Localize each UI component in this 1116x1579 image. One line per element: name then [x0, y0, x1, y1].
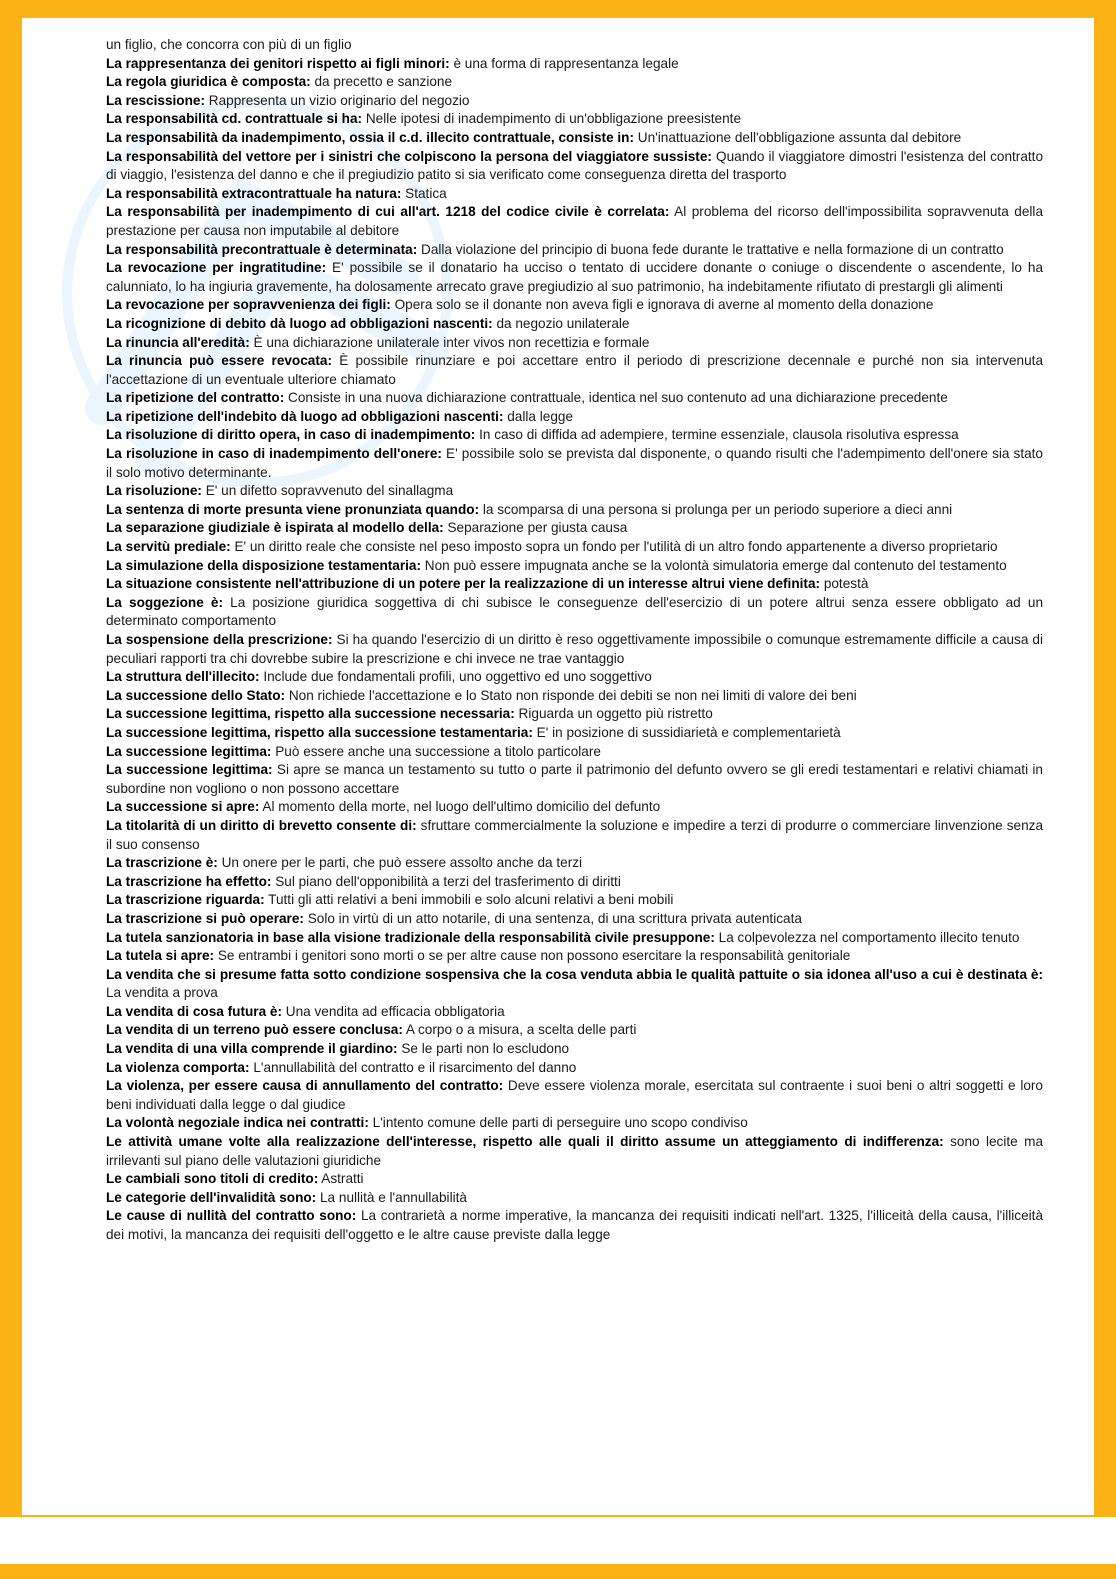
list-item: [106, 148, 1043, 185]
entry-answer: La nullità e l'annullabilità: [320, 1189, 467, 1205]
entry-answer: Si ha quando l'esercizio di un diritto è reso oggettivamente impossibile o comunque estremamente difficile a causa di peculiari rapporti tra chi dovrebbe subire la prescrizione e chi invece ne trae vantaggio: [106, 632, 1043, 666]
document-body: [106, 36, 1043, 1245]
entry-answer: L'annullabilità del contratto e il risarcimento del danno: [253, 1059, 577, 1075]
list-item: [106, 668, 1043, 687]
list-item: [106, 519, 1043, 538]
list-item: [106, 1170, 1043, 1189]
entry-question: La simulazione della disposizione testamentaria:: [106, 557, 422, 573]
entry-answer: La vendita a prova: [106, 985, 218, 1001]
list-item: [106, 817, 1043, 854]
entry-question: La revocazione per ingratitudine:: [106, 260, 327, 276]
entry-question: La situazione consistente nell'attribuzione di un potere per la realizzazione di un interesse altrui viene definita:: [106, 576, 821, 592]
list-item: [106, 55, 1043, 74]
entry-answer: Include due fondamentali profili, uno oggettivo ed uno soggettivo: [263, 669, 652, 685]
list-item: [106, 389, 1043, 408]
list-item: [106, 966, 1043, 1003]
entry-answer: A corpo o a misura, a scelta delle parti: [405, 1022, 637, 1038]
list-item: [106, 1133, 1043, 1170]
entry-answer: Se entrambi i genitori sono morti o se per altre cause non possono esercitare la responsabilità genitoriale: [217, 948, 851, 964]
list-item: [106, 575, 1043, 594]
entry-question: Le cause di nullità del contratto sono:: [106, 1208, 357, 1224]
entry-question: La trascrizione si può operare:: [106, 910, 304, 926]
entry-question: La successione legittima, rispetto alla successione testamentaria:: [106, 724, 533, 740]
entry-answer: Nelle ipotesi di inadempimento di un'obbligazione preesistente: [365, 111, 742, 127]
entry-answer: Consiste in una nuova dichiarazione contrattuale, identica nel suo contenuto ad una dichiarazione precedente: [288, 390, 948, 406]
list-item: [106, 482, 1043, 501]
list-item: [106, 334, 1043, 353]
entry-answer: E' un difetto sopravvenuto del sinallagma: [205, 483, 454, 499]
entry-question: La responsabilità extracontrattuale ha natura:: [106, 185, 402, 201]
entry-question: La risoluzione in caso di inadempimento dell'onere:: [106, 446, 442, 462]
entry-answer: L'intento comune delle parti di perseguire uno scopo condiviso: [372, 1115, 748, 1131]
entry-answer: La colpevolezza nel comportamento illecito tenuto: [718, 929, 1020, 945]
list-item: [106, 594, 1043, 631]
lead-line: un figlio, che concorra con più di un figlio: [106, 37, 352, 52]
list-item: [106, 687, 1043, 706]
list-item: [106, 1189, 1043, 1208]
entry-answer: La posizione giuridica soggettiva di chi subisce le conseguenze dell'esercizio di un potere altrui senza essere obbligato ad un determinato comportamento: [106, 594, 1044, 629]
list-item: [106, 929, 1043, 948]
entry-question: La rinuncia all'eredità:: [106, 334, 250, 350]
entry-answer: E' un diritto reale che consiste nel peso imposto sopra un fondo per l'utilità di un altro fondo appartenente a diverso proprietario: [234, 539, 998, 555]
entry-question: La struttura dell'illecito:: [106, 669, 260, 685]
list-item: [106, 798, 1043, 817]
entry-answer: dalla legge: [507, 408, 574, 424]
list-item: [106, 1059, 1043, 1078]
entry-question: La regola giuridica è composta:: [106, 74, 311, 90]
entry-answer: Astratti: [321, 1171, 364, 1187]
entry-question: La soggezione è:: [106, 594, 224, 610]
entry-question: La rappresentanza dei genitori rispetto ai figli minori:: [106, 55, 450, 71]
entry-answer: è una forma di rappresentanza legale: [453, 55, 679, 71]
entry-answer: Al momento della morte, nel luogo dell'ultimo domicilio del defunto: [262, 799, 661, 815]
entry-answer: La contrarietà a norme imperative, la mancanza dei requisiti indicati nell'art. 1325, l'illiceità della causa, l'illiceità dei motivi, la mancanza dei requisiti dell'oggetto e le altre cause previste dalla legge: [106, 1208, 1044, 1242]
entry-answer: Solo in virtù di un atto notarile, di una sentenza, di una scrittura privata autenticata: [307, 910, 802, 926]
entry-question: La risoluzione di diritto opera, in caso di inadempimento:: [106, 427, 476, 443]
list-item: [106, 557, 1043, 576]
entry-question: La responsabilità per inadempimento di cui all'art. 1218 del codice civile è correlata:: [106, 204, 670, 220]
entry-answer: la scomparsa di una persona si prolunga per un periodo superiore a dieci anni: [482, 501, 953, 517]
list-item: [106, 1207, 1043, 1244]
list-item: [106, 705, 1043, 724]
entry-question: La ricognizione di debito dà luogo ad obbligazioni nascenti:: [106, 315, 493, 331]
entry-answer: Un onere per le parti, che può essere assolto anche da terzi: [221, 855, 583, 871]
entry-answer: Se le parti non lo escludono: [401, 1041, 570, 1057]
entry-answer: Separazione per giusta causa: [447, 520, 628, 536]
list-item: [106, 296, 1043, 315]
entry-question: La ripetizione del contratto:: [106, 390, 285, 406]
entry-answer: Riguarda un oggetto più ristretto: [518, 706, 713, 722]
list-item: [106, 185, 1043, 204]
entry-question: La successione legittima, rispetto alla successione necessaria:: [106, 706, 515, 722]
list-item: [106, 910, 1043, 929]
list-item: [106, 241, 1043, 260]
list-item: [106, 501, 1043, 520]
list-item: [106, 315, 1043, 334]
entry-question: La vendita di cosa futura è:: [106, 1003, 283, 1019]
entry-question: La tutela si apre:: [106, 948, 215, 964]
entry-answer: È possibile rinunziare e poi accettare entro il periodo di prescrizione decennale e purché non sia intervenuta l'accettazione di un eventuale ulteriore chiamato: [106, 353, 1044, 387]
entry-question: La violenza comporta:: [106, 1059, 250, 1075]
list-item: [106, 743, 1043, 762]
list-item: [106, 1040, 1043, 1059]
entry-question: La sospensione della prescrizione:: [106, 632, 333, 647]
list-item: [106, 445, 1043, 482]
entry-answer: Sul piano dell'opponibilità a terzi del trasferimento di diritti: [275, 873, 621, 889]
entry-question: La servitù prediale:: [106, 539, 231, 555]
entry-answer: Deve essere violenza morale, esercitata sul contraente i suoi beni o altri soggetti e loro beni individuati dalla legge o dal giudice: [106, 1078, 1043, 1112]
list-item: [106, 408, 1043, 427]
list-item: [106, 631, 1043, 668]
entry-answer: E' possibile solo se prevista dal disponente, o quando risulti che l'adempimento dell'onere sia stato il solo motivo determinante.: [106, 446, 1043, 480]
entry-question: La vendita di una villa comprende il giardino:: [106, 1041, 398, 1057]
entry-question: La rinuncia può essere revocata:: [106, 353, 332, 369]
entry-question: La successione dello Stato:: [106, 687, 286, 703]
list-item: [106, 761, 1043, 798]
entry-question: La rescissione:: [106, 92, 205, 108]
entry-question: La responsabilità cd. contrattuale si ha:: [106, 111, 363, 127]
list-item: [106, 352, 1043, 389]
entry-question: La separazione giudiziale è ispirata al modello della:: [106, 520, 444, 536]
entry-question: La successione legittima:: [106, 743, 272, 759]
entry-answer: In caso di diffida ad adempiere, termine essenziale, clausola risolutiva espressa: [479, 427, 959, 443]
entry-question: La responsabilità del vettore per i sinistri che colpiscono la persona del viaggiatore sussiste:: [106, 148, 712, 164]
list-item: [106, 538, 1043, 557]
entry-question: La responsabilità da inadempimento, ossia il c.d. illecito contrattuale, consiste in:: [106, 129, 635, 145]
list-item: [106, 1003, 1043, 1022]
list-item: [106, 73, 1043, 92]
entry-question: La successione legittima:: [106, 762, 273, 778]
entry-answer: Rappresenta un vizio originario del negozio: [208, 92, 470, 108]
entry-answer: Una vendita ad efficacia obbligatoria: [285, 1003, 505, 1019]
list-item: [106, 92, 1043, 111]
entry-answer: Può essere anche una successione a titolo particolare: [275, 743, 601, 759]
entry-question: La successione si apre:: [106, 799, 260, 815]
entry-question: La trascrizione ha effetto:: [106, 873, 272, 889]
entry-answer: Statica: [405, 185, 447, 201]
entry-answer: sono lecite ma irrilevanti sul piano delle valutazioni giuridiche: [106, 1134, 1043, 1168]
entry-answer: Si apre se manca un testamento su tutto o parte il patrimonio del defunto ovvero se gli eredi testamentari e relativi chiamati in subordine non vogliono o non possono accettare: [106, 762, 1043, 796]
entry-question: La sentenza di morte presunta viene pronunziata quando:: [106, 501, 480, 517]
entry-question: La risoluzione:: [106, 483, 202, 499]
entry-question: Le attività umane volte alla realizzazione dell'interesse, rispetto alle quali il diritto assume un atteggiamento di indifferenza:: [106, 1134, 944, 1150]
list-item: [106, 1114, 1043, 1133]
entry-answer: Un'inattuazione dell'obbligazione assunta dal debitore: [637, 129, 962, 145]
entry-answer: potestà: [823, 576, 869, 592]
entry-question: La trascrizione è:: [106, 855, 218, 871]
entry-answer: Opera solo se il donante non aveva figli e ignorava di averne al momento della donazione: [394, 297, 934, 313]
entry-answer: Non può essere impugnata anche se la volontà simulatoria emerge dal contenuto del testamento: [424, 557, 1007, 573]
footer-band: [0, 1517, 1116, 1564]
entry-question: La titolarità di un diritto di brevetto consente di:: [106, 817, 417, 833]
list-item: [106, 426, 1043, 445]
list-item: [106, 1077, 1043, 1114]
list-item: [106, 947, 1043, 966]
entry-answer: da precetto e sanzione: [314, 74, 453, 90]
entry-question: La responsabilità precontrattuale è determinata:: [106, 241, 418, 257]
entry-question: La ripetizione dell'indebito dà luogo ad obbligazioni nascenti:: [106, 408, 504, 424]
entry-question: La violenza, per essere causa di annullamento del contratto:: [106, 1078, 504, 1094]
entry-answer: E' possibile se il donatario ha ucciso o tentato di uccidere donante o coniuge o discendente o ascendente, lo ha calunniato, lo ha ingiuria gravemente, ha dolosamente arrecato grave pregiudizio al suo patrimonio, ha indebitamente rifiutato di prestargli gli alimenti: [106, 260, 1044, 294]
list-item: [106, 259, 1043, 296]
entry-list: [106, 55, 1043, 1245]
list-item: [106, 110, 1043, 129]
entry-answer: Non richiede l'accettazione e lo Stato non risponde dei debiti se non nei limiti di valore dei beni: [288, 687, 857, 703]
list-item: [106, 1021, 1043, 1040]
entry-question: La volontà negoziale indica nei contratti:: [106, 1115, 369, 1131]
entry-answer: Al problema del ricorso dell'impossibilita sopravvenuta della prestazione per causa non imputabile al debitore: [106, 204, 1043, 238]
entry-question: La vendita che si presume fatta sotto condizione sospensiva che la cosa venduta abbia le qualità pattuite o sia idonea all'uso a cui è destinata è:: [106, 966, 1043, 982]
list-item: [106, 891, 1043, 910]
list-item: [106, 724, 1043, 743]
entry-question: La vendita di un terreno può essere conclusa:: [106, 1022, 403, 1038]
entry-answer: È una dichiarazione unilaterale inter vivos non recettizia e formale: [253, 334, 650, 350]
entry-answer: Tutti gli atti relativi a beni immobili e solo alcuni relativi a beni mobili: [268, 892, 674, 908]
entry-answer: Dalla violazione del principio di buona fede durante le trattative e nella formazione di un contratto: [421, 241, 1004, 257]
entry-question: La trascrizione riguarda:: [106, 892, 265, 908]
entry-question: La revocazione per sopravvenienza dei figli:: [106, 297, 391, 313]
entry-answer: E' in posizione di sussidiarietà e complementarietà: [536, 724, 841, 740]
list-item: [106, 854, 1043, 873]
list-item: [106, 129, 1043, 148]
entry-question: La tutela sanzionatoria in base alla visione tradizionale della responsabilità civile presuppone:: [106, 929, 715, 945]
entry-answer: sfruttare commercialmente la soluzione e impedire a terzi di produrre o commerciare linvenzione senza il suo consenso: [106, 817, 1044, 852]
entry-question: Le categorie dell'invalidità sono:: [106, 1189, 317, 1205]
entry-answer: Quando il viaggiatore dimostri l'esistenza del contratto di viaggio, l'esistenza del danno e che il pregiudizio patito si sia verificato come conseguenza diretta del trasporto: [106, 148, 1044, 183]
list-item: [106, 203, 1043, 240]
entry-question: Le cambiali sono titoli di credito:: [106, 1171, 319, 1187]
entry-answer: da negozio unilaterale: [496, 315, 630, 331]
list-item: [106, 873, 1043, 892]
